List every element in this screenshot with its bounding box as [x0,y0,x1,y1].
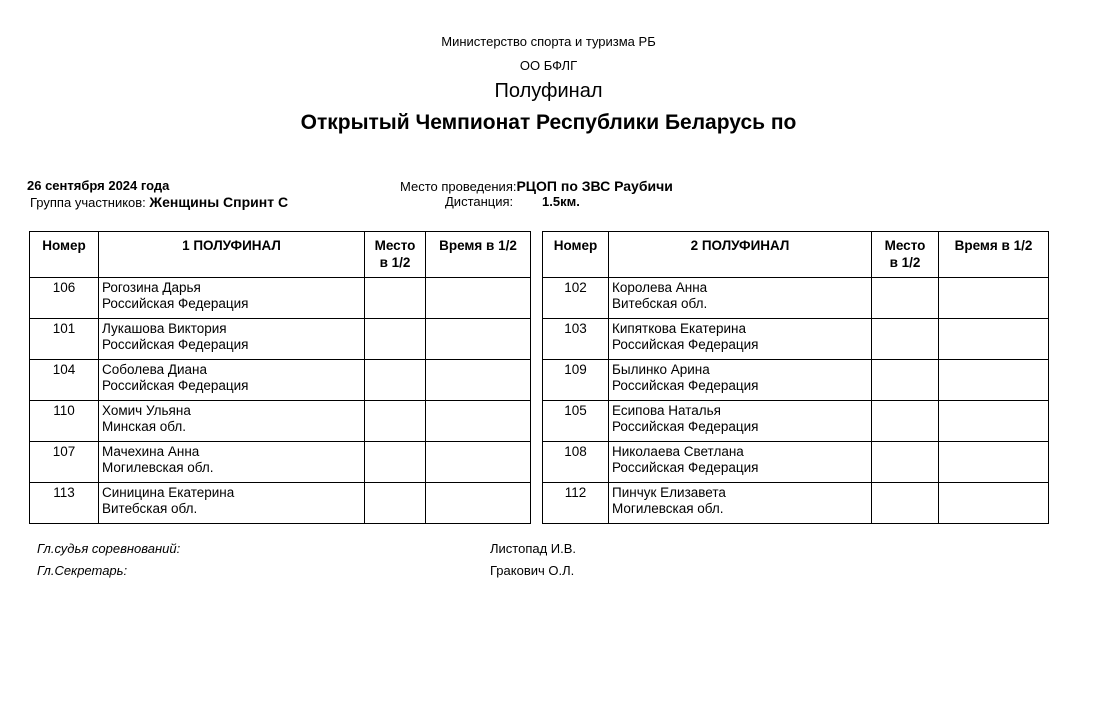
place-cell [872,401,939,442]
bib-number: 101 [30,319,99,360]
header-time: Время в 1/2 [426,232,531,278]
bib-number: 104 [30,360,99,401]
athlete-region: Российская Федерация [102,378,249,393]
table-header-row [543,232,1049,278]
venue-info [400,178,673,194]
table-row [30,401,531,442]
bib-number: 107 [30,442,99,483]
header-number: Номер [30,232,99,278]
header-time: Время в 1/2 [939,232,1049,278]
place-cell [365,319,426,360]
org-heading: ОО БФЛГ [519,58,578,73]
bib-number: 102 [543,278,609,319]
athlete-region: Российская Федерация [102,337,249,352]
athlete-cell [609,278,872,319]
table-row [30,319,531,360]
distance-value: 1.5км. [542,194,580,209]
time-cell [426,278,531,319]
athlete-region: Российская Федерация [102,296,249,311]
athlete-cell [99,319,365,360]
athlete-name: Николаева Светлана [612,444,744,459]
place-cell [872,442,939,483]
place-cell [365,442,426,483]
secretary-name: Гракович О.Л. [490,563,575,578]
athlete-name: Есипова Наталья [612,403,721,418]
semifinal-1-table [29,231,531,524]
place-cell [872,278,939,319]
athlete-name: Соболева Диана [102,362,208,377]
header-place-line2: в 1/2 [379,255,411,270]
time-cell [426,401,531,442]
table-header-row [30,232,531,278]
place-cell [365,401,426,442]
table-row [543,442,1049,483]
time-cell [939,360,1049,401]
athlete-name: Синицина Екатерина [102,485,235,500]
stage-heading: Полуфинал [494,80,603,102]
athlete-region: Российская Федерация [612,419,759,434]
athlete-name: Пинчук Елизавета [612,485,726,500]
header-semifinal: 1 ПОЛУФИНАЛ [99,232,365,278]
time-cell [939,401,1049,442]
place-cell [872,483,939,524]
time-cell [426,319,531,360]
athlete-cell [609,360,872,401]
bib-number: 109 [543,360,609,401]
athlete-cell [99,483,365,524]
time-cell [939,483,1049,524]
bib-number: 110 [30,401,99,442]
venue-label: Место проведения: [400,179,517,194]
athlete-name: Былинко Арина [612,362,710,377]
table-row [543,319,1049,360]
bib-number: 103 [543,319,609,360]
ministry-heading: Министерство спорта и туризма РБ [441,34,656,49]
athlete-region: Минская обл. [102,419,187,434]
athlete-name: Королева Анна [612,280,708,295]
bib-number: 113 [30,483,99,524]
header-place-line1: Место [884,238,926,253]
table-row [543,483,1049,524]
bib-number: 108 [543,442,609,483]
athlete-name: Кипяткова Екатерина [612,321,747,336]
athlete-name: Хомич Ульяна [102,403,191,418]
athlete-region: Могилевская обл. [612,501,724,516]
table-row [30,360,531,401]
time-cell [426,442,531,483]
judge-label: Гл.судья соревнований: [37,541,181,556]
athlete-name: Мачехина Анна [102,444,200,459]
athlete-cell [609,319,872,360]
venue-value: РЦОП по ЗВС Раубичи [516,178,673,194]
athlete-cell [609,442,872,483]
bib-number: 106 [30,278,99,319]
table-row [30,278,531,319]
header-place-line2: в 1/2 [889,255,921,270]
group-value: Женщины Спринт С [149,194,289,210]
athlete-cell [99,360,365,401]
athlete-region: Витебская обл. [612,296,708,311]
semifinal-2-table [542,231,1049,524]
group-info [30,194,288,210]
athlete-cell [609,483,872,524]
event-date: 26 сентября 2024 года [27,178,170,193]
table-row [30,442,531,483]
athlete-region: Российская Федерация [612,378,759,393]
athlete-region: Витебская обл. [102,501,198,516]
time-cell [939,442,1049,483]
judge-name: Листопад И.В. [490,541,577,556]
group-label: Группа участников: [30,195,146,210]
bib-number: 112 [543,483,609,524]
athlete-region: Могилевская обл. [102,460,214,475]
place-cell [872,360,939,401]
athlete-name: Рогозина Дарья [102,280,201,295]
secretary-label: Гл.Секретарь: [37,563,128,578]
bib-number: 105 [543,401,609,442]
header-place [872,232,939,278]
table-row [543,278,1049,319]
table-row [543,401,1049,442]
table-row [543,360,1049,401]
header-semifinal: 2 ПОЛУФИНАЛ [609,232,872,278]
header-place [365,232,426,278]
place-cell [872,319,939,360]
athlete-region: Российская Федерация [612,337,759,352]
athlete-cell [609,401,872,442]
athlete-cell [99,401,365,442]
table-row [30,483,531,524]
time-cell [426,360,531,401]
place-cell [365,278,426,319]
athlete-region: Российская Федерация [612,460,759,475]
distance-label: Дистанция: [445,194,514,209]
athlete-name: Лукашова Виктория [102,321,227,336]
header-number: Номер [543,232,609,278]
time-cell [939,278,1049,319]
place-cell [365,360,426,401]
time-cell [426,483,531,524]
place-cell [365,483,426,524]
time-cell [939,319,1049,360]
page-title: Открытый Чемпионат Республики Беларусь по [300,111,797,134]
header-place-line1: Место [374,238,416,253]
athlete-cell [99,278,365,319]
athlete-cell [99,442,365,483]
